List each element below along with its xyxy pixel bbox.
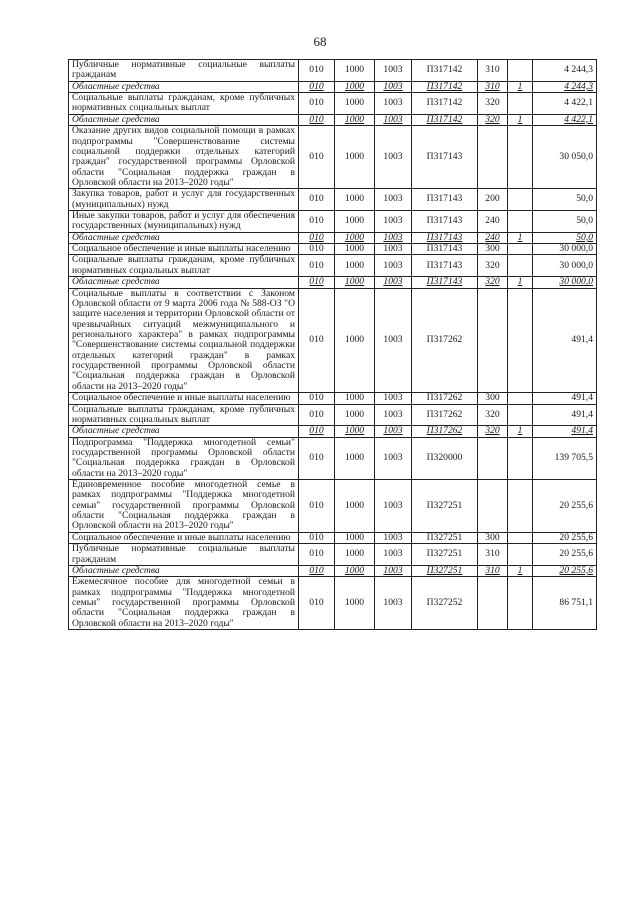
target-item-code: П327251 [412, 532, 478, 543]
funding-source-code [508, 126, 533, 189]
amount: 139 705,5 [533, 437, 597, 479]
funding-source-code [508, 255, 533, 277]
expense-type-code: 300 [478, 532, 508, 543]
target-item-code: П327251 [412, 544, 478, 566]
row-description: Публичные нормативные социальные выплаты гражданам [69, 544, 299, 566]
amount: 4 422,1 [533, 93, 597, 115]
grbs-code: 010 [299, 244, 335, 255]
expense-type-code [478, 577, 508, 630]
target-item-code: П317143 [412, 126, 478, 189]
target-item-code: П327252 [412, 577, 478, 630]
section-code: 1000 [335, 393, 375, 404]
expense-type-code: 320 [478, 277, 508, 288]
subsection-code: 1003 [375, 577, 412, 630]
subsection-code: 1003 [375, 393, 412, 404]
section-code: 1000 [335, 577, 375, 630]
grbs-code: 010 [299, 404, 335, 426]
grbs-code: 010 [299, 255, 335, 277]
subsection-code: 1003 [375, 426, 412, 437]
row-description: Областные средства [69, 114, 299, 125]
grbs-code: 010 [299, 480, 335, 533]
amount: 20 255,6 [533, 565, 597, 576]
expense-type-code: 240 [478, 232, 508, 243]
regional-funds-row [69, 81, 597, 92]
funding-source-code [508, 189, 533, 211]
budget-table-body [69, 60, 597, 630]
amount: 50,0 [533, 189, 597, 211]
row-description: Иные закупки товаров, работ и услуг для обеспечения государственных (муниципальных) нужд [69, 211, 299, 233]
funding-source-code [508, 211, 533, 233]
expense-type-code [478, 437, 508, 479]
grbs-code: 010 [299, 81, 335, 92]
subsection-code: 1003 [375, 480, 412, 533]
table-row [69, 404, 597, 426]
grbs-code: 010 [299, 437, 335, 479]
target-item-code: П317262 [412, 426, 478, 437]
row-description: Ежемесячное пособие для многодетной семьи в рамках подпрограммы "Поддержка многодетной семьи" государственной программы Орловской области "Социальная поддержка граждан в Орловской области на 2013–2020 годы" [69, 577, 299, 630]
expense-type-code: 240 [478, 211, 508, 233]
funding-source-code: 1 [508, 277, 533, 288]
amount: 30 000,0 [533, 277, 597, 288]
subsection-code: 1003 [375, 288, 412, 393]
row-description: Социальные выплаты гражданам, кроме публичных нормативных социальных выплат [69, 255, 299, 277]
funding-source-code [508, 244, 533, 255]
target-item-code: П317143 [412, 189, 478, 211]
subsection-code: 1003 [375, 532, 412, 543]
row-description: Закупка товаров, работ и услуг для государственных (муниципальных) нужд [69, 189, 299, 211]
section-code: 1000 [335, 288, 375, 393]
target-item-code: П317142 [412, 81, 478, 92]
funding-source-code: 1 [508, 81, 533, 92]
row-description: Областные средства [69, 232, 299, 243]
grbs-code: 010 [299, 426, 335, 437]
amount: 30 000,0 [533, 244, 597, 255]
subsection-code: 1003 [375, 60, 412, 82]
section-code: 1000 [335, 189, 375, 211]
section-code: 1000 [335, 126, 375, 189]
target-item-code: П317143 [412, 211, 478, 233]
expense-type-code: 310 [478, 81, 508, 92]
table-row [69, 126, 597, 189]
amount: 491,4 [533, 426, 597, 437]
amount: 20 255,6 [533, 480, 597, 533]
subsection-code: 1003 [375, 255, 412, 277]
funding-source-code [508, 532, 533, 543]
target-item-code: П317143 [412, 244, 478, 255]
amount: 491,4 [533, 288, 597, 393]
amount: 30 050,0 [533, 126, 597, 189]
amount: 4 244,3 [533, 60, 597, 82]
row-description: Подпрограмма "Поддержка многодетной семьи" государственной программы Орловской области "Социальная поддержка граждан в Орловской области на 2013–2020 годы" [69, 437, 299, 479]
subsection-code: 1003 [375, 114, 412, 125]
row-description: Областные средства [69, 426, 299, 437]
funding-source-code: 1 [508, 426, 533, 437]
target-item-code: П317142 [412, 60, 478, 82]
grbs-code: 010 [299, 189, 335, 211]
expense-type-code: 320 [478, 93, 508, 115]
row-description: Социальные выплаты в соответствии с Законом Орловской области от 9 марта 2006 года № 588-ОЗ "О защите населения и территории Орловской области от чрезвычайных ситуаций межмуниципального и регионального характера" в рамках подпрограммы "Совершенствование системы социальной поддержки отдельных категорий граждан" в рамках государственной программы Орловской области "Социальная поддержка граждан в Орловской области на 2013–2020 годы" [69, 288, 299, 393]
regional-funds-row [69, 114, 597, 125]
table-row [69, 480, 597, 533]
row-description: Социальные выплаты гражданам, кроме публичных нормативных социальных выплат [69, 404, 299, 426]
table-row [69, 189, 597, 211]
funding-source-code: 1 [508, 232, 533, 243]
subsection-code: 1003 [375, 93, 412, 115]
target-item-code: П320000 [412, 437, 478, 479]
subsection-code: 1003 [375, 565, 412, 576]
regional-funds-row [69, 232, 597, 243]
table-row [69, 393, 597, 404]
row-description: Социальное обеспечение и иные выплаты населению [69, 532, 299, 543]
regional-funds-row [69, 277, 597, 288]
amount: 20 255,6 [533, 532, 597, 543]
target-item-code: П317262 [412, 288, 478, 393]
funding-source-code: 1 [508, 565, 533, 576]
target-item-code: П317142 [412, 93, 478, 115]
table-row [69, 255, 597, 277]
section-code: 1000 [335, 114, 375, 125]
subsection-code: 1003 [375, 437, 412, 479]
table-row [69, 60, 597, 82]
section-code: 1000 [335, 565, 375, 576]
row-description: Публичные нормативные социальные выплаты гражданам [69, 60, 299, 82]
target-item-code: П317143 [412, 277, 478, 288]
row-description: Социальное обеспечение и иные выплаты населению [69, 393, 299, 404]
amount: 491,4 [533, 404, 597, 426]
amount: 50,0 [533, 232, 597, 243]
grbs-code: 010 [299, 288, 335, 393]
expense-type-code [478, 288, 508, 393]
regional-funds-row [69, 426, 597, 437]
target-item-code: П317143 [412, 255, 478, 277]
expense-type-code [478, 480, 508, 533]
funding-source-code [508, 437, 533, 479]
target-item-code: П317262 [412, 404, 478, 426]
funding-source-code [508, 393, 533, 404]
amount: 20 255,6 [533, 544, 597, 566]
section-code: 1000 [335, 232, 375, 243]
table-row [69, 532, 597, 543]
table-row [69, 544, 597, 566]
expense-type-code: 300 [478, 244, 508, 255]
grbs-code: 010 [299, 532, 335, 543]
target-item-code: П327251 [412, 565, 478, 576]
grbs-code: 010 [299, 565, 335, 576]
expense-type-code: 320 [478, 114, 508, 125]
section-code: 1000 [335, 244, 375, 255]
grbs-code: 010 [299, 232, 335, 243]
section-code: 1000 [335, 404, 375, 426]
target-item-code: П317143 [412, 232, 478, 243]
subsection-code: 1003 [375, 211, 412, 233]
expense-type-code: 310 [478, 565, 508, 576]
expense-type-code [478, 126, 508, 189]
expense-type-code: 310 [478, 544, 508, 566]
funding-source-code [508, 93, 533, 115]
section-code: 1000 [335, 60, 375, 82]
row-description: Единовременное пособие многодетной семье в рамках подпрограммы "Поддержка многодетной семьи" государственной программы Орловской области "Социальная поддержка граждан в Орловской области на 2013–2020 годы" [69, 480, 299, 533]
expense-type-code: 310 [478, 60, 508, 82]
funding-source-code [508, 577, 533, 630]
table-row [69, 93, 597, 115]
amount: 4 244,3 [533, 81, 597, 92]
grbs-code: 010 [299, 114, 335, 125]
amount: 4 422,1 [533, 114, 597, 125]
grbs-code: 010 [299, 577, 335, 630]
amount: 491,4 [533, 393, 597, 404]
grbs-code: 010 [299, 126, 335, 189]
expense-type-code: 300 [478, 393, 508, 404]
section-code: 1000 [335, 255, 375, 277]
grbs-code: 010 [299, 93, 335, 115]
amount: 86 751,1 [533, 577, 597, 630]
funding-source-code [508, 480, 533, 533]
subsection-code: 1003 [375, 244, 412, 255]
subsection-code: 1003 [375, 126, 412, 189]
row-description: Социальное обеспечение и иные выплаты населению [69, 244, 299, 255]
table-row [69, 244, 597, 255]
funding-source-code [508, 60, 533, 82]
expense-type-code: 320 [478, 255, 508, 277]
section-code: 1000 [335, 93, 375, 115]
grbs-code: 010 [299, 277, 335, 288]
funding-source-code [508, 544, 533, 566]
grbs-code: 010 [299, 393, 335, 404]
subsection-code: 1003 [375, 277, 412, 288]
row-description: Оказание других видов социальной помощи в рамках подпрограммы "Совершенствование системы социальной поддержки отдельных категорий граждан" государственной программы Орловской области "Социальная поддержка граждан в Орловской области на 2013–2020 годы" [69, 126, 299, 189]
section-code: 1000 [335, 211, 375, 233]
funding-source-code [508, 288, 533, 393]
table-row [69, 211, 597, 233]
page-number: 68 [313, 34, 327, 49]
section-code: 1000 [335, 277, 375, 288]
subsection-code: 1003 [375, 189, 412, 211]
section-code: 1000 [335, 81, 375, 92]
amount: 50,0 [533, 211, 597, 233]
budget-table [68, 59, 597, 630]
subsection-code: 1003 [375, 81, 412, 92]
expense-type-code: 320 [478, 426, 508, 437]
amount: 30 000,0 [533, 255, 597, 277]
expense-type-code: 200 [478, 189, 508, 211]
section-code: 1000 [335, 480, 375, 533]
target-item-code: П327251 [412, 480, 478, 533]
section-code: 1000 [335, 437, 375, 479]
table-row [69, 288, 597, 393]
section-code: 1000 [335, 544, 375, 566]
subsection-code: 1003 [375, 404, 412, 426]
subsection-code: 1003 [375, 232, 412, 243]
expense-type-code: 320 [478, 404, 508, 426]
grbs-code: 010 [299, 211, 335, 233]
section-code: 1000 [335, 532, 375, 543]
row-description: Областные средства [69, 277, 299, 288]
funding-source-code: 1 [508, 114, 533, 125]
row-description: Областные средства [69, 81, 299, 92]
row-description: Областные средства [69, 565, 299, 576]
row-description: Социальные выплаты гражданам, кроме публичных нормативных социальных выплат [69, 93, 299, 115]
target-item-code: П317262 [412, 393, 478, 404]
table-row [69, 437, 597, 479]
target-item-code: П317142 [412, 114, 478, 125]
regional-funds-row [69, 565, 597, 576]
grbs-code: 010 [299, 60, 335, 82]
grbs-code: 010 [299, 544, 335, 566]
table-row [69, 577, 597, 630]
funding-source-code [508, 404, 533, 426]
subsection-code: 1003 [375, 544, 412, 566]
section-code: 1000 [335, 426, 375, 437]
